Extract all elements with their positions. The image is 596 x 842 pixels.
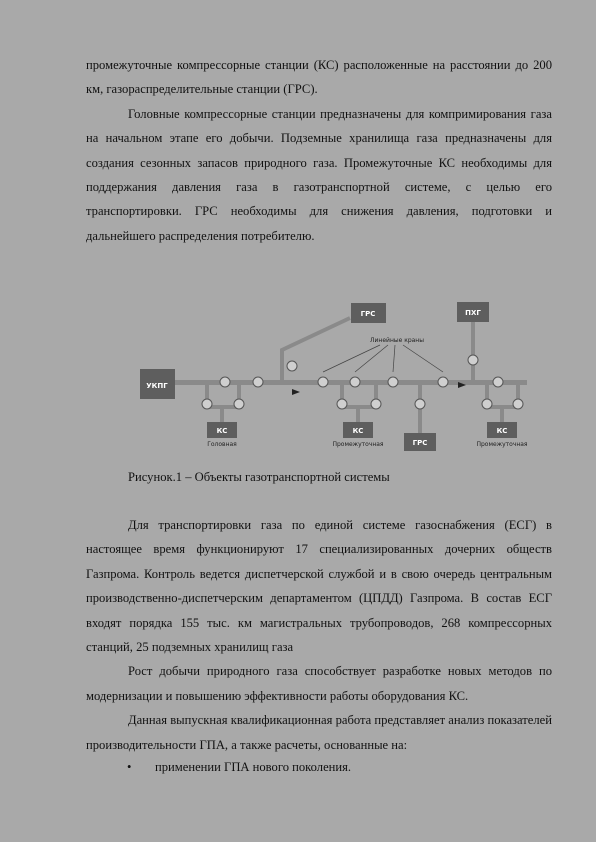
paragraph-4: Рост добычи природного газа способствует разработке новых методов по модернизации и повышению эффективности работы оборудования КС.	[86, 664, 552, 703]
bullet-item	[127, 760, 351, 775]
valve	[202, 399, 212, 409]
mid2-station-label: Промежуточная	[476, 441, 528, 448]
valve	[493, 377, 503, 387]
mid1-station-label: Промежуточная	[332, 441, 384, 448]
valve	[482, 399, 492, 409]
ks-label-head: КС	[216, 427, 228, 435]
ks-label-mid1: КС	[352, 427, 364, 435]
paragraph-1: промежуточные компрессорные станции (КС) расположенные на расстоянии до 200 км, газораспределительные станции (ГРС).	[86, 58, 552, 97]
valve	[513, 399, 523, 409]
bullet-text: применении ГПА нового поколения.	[155, 760, 352, 774]
text-block-bottom	[86, 513, 552, 757]
pkhg-pipe	[471, 322, 475, 380]
valve	[350, 377, 360, 387]
grs-top-label: ГРС	[360, 310, 376, 318]
bullet-marker: •	[127, 760, 132, 774]
paragraph-5: Данная выпускная квалификационная работа представляет анализ показателей производительности ГПА, а также расчеты, основанные на:	[86, 713, 552, 752]
line-valves-label: Линейные краны	[370, 337, 424, 344]
valve	[234, 399, 244, 409]
head-station-label: Головная	[207, 441, 237, 448]
valve	[253, 377, 263, 387]
valve	[287, 361, 297, 371]
valve	[468, 355, 478, 365]
valve	[220, 377, 230, 387]
paragraph-3: Для транспортировки газа по единой системе газоснабжения (ЕСГ) в настоящее время функционируют 17 специализированных дочерних обществ Газпрома. Контроль ведется диспетчерской службой и в свою очередь центральным производственно-диспетчерским департаментом (ЦПДД) Газпрома. В состав ЕСГ входят порядка 155 тыс. км магистральных трубопроводов, 268 компрессорных станций, 25 подземных хранилищ газа	[86, 518, 552, 655]
flow-arrow-icon	[292, 389, 300, 395]
valve	[438, 377, 448, 387]
ks-label-mid2: КС	[496, 427, 508, 435]
valve	[337, 399, 347, 409]
figure-caption: Рисунок.1 – Объекты газотранспортной системы	[128, 470, 390, 484]
valve	[318, 377, 328, 387]
valve	[388, 377, 398, 387]
pkhg-label: ПХГ	[465, 309, 481, 317]
valve	[415, 399, 425, 409]
paragraph-2: Головные компрессорные станции предназначены для компримирования газа на начальном этапе его добычи. Подземные хранилища газа предназначены для создания сезонных запасов природного газа. Промежуточные КС необходимы для поддержания давления газа в газотранспортной системе, с целью его транспортировки. ГРС необходимы для снижения давления, подготовки и дальнейшего распределения потребителю.	[86, 106, 552, 243]
valve	[371, 399, 381, 409]
ukpg-label: УКПГ	[146, 382, 168, 390]
grs-bottom-label: ГРС	[412, 439, 428, 447]
